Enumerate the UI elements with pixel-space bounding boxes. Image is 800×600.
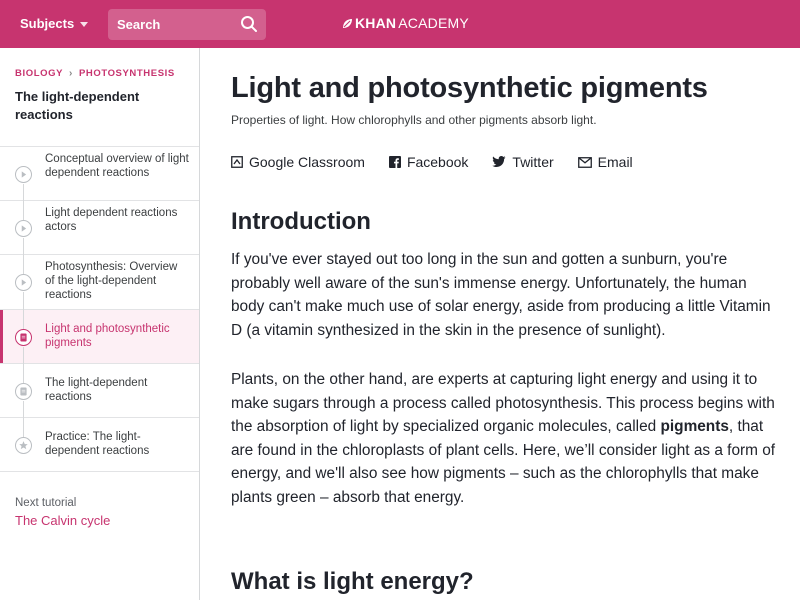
sidebar-item-label: Light dependent reactions actors bbox=[45, 207, 178, 233]
share-label: Twitter bbox=[512, 154, 554, 170]
subjects-label: Subjects bbox=[20, 16, 75, 31]
sidebar-item-photosynthesis-overview[interactable] bbox=[0, 255, 199, 310]
paragraph-text: , that are found in the chloroplasts of plant cells. Here, we’ll consider light as a form of energy, and we'll also see how pigments – such as the chlorophylls that make plants green – absorb that energy. bbox=[231, 418, 776, 506]
sidebar-item-reactions-actors[interactable] bbox=[0, 201, 199, 255]
paragraph-intro-2 bbox=[231, 368, 776, 509]
section-heading-light-energy: What is light energy? bbox=[231, 568, 474, 595]
share-facebook-button[interactable] bbox=[389, 154, 468, 170]
star-icon bbox=[15, 437, 32, 454]
paragraph-intro-1: If you've ever stayed out too long in the sun and gotten a sunburn, you're probably well aware of the sun's immense energy. Unfortunately, the human body can't make much use of solar energy, aside from producing a little Vitamin D (a vitamin synthesized in the skin in the presence of sunlight). bbox=[231, 251, 771, 339]
sidebar-item-label: Practice: The light-dependent reactions bbox=[45, 431, 150, 457]
khan-academy-logo[interactable] bbox=[342, 15, 469, 31]
next-tutorial-link[interactable]: The Calvin cycle bbox=[15, 513, 111, 528]
email-icon bbox=[578, 157, 592, 168]
google-classroom-icon bbox=[231, 156, 243, 168]
search-input[interactable] bbox=[108, 9, 238, 40]
article-icon bbox=[15, 383, 32, 400]
share-label: Facebook bbox=[406, 154, 469, 170]
paragraph-text: Plants, on the other hand, are experts at capturing light energy and using it to make sugars through a process called photosynthesis. This process begins with the absorption of light by specialized organic molecules, called bbox=[231, 371, 775, 435]
logo-text: ACADEMY bbox=[398, 15, 469, 31]
sidebar-item-light-pigments[interactable] bbox=[0, 310, 199, 364]
breadcrumb-biology[interactable]: BIOLOGY bbox=[15, 68, 64, 79]
share-twitter-button[interactable] bbox=[492, 154, 553, 170]
facebook-icon bbox=[389, 156, 401, 168]
twitter-icon bbox=[492, 156, 506, 168]
page-title: Light and photosynthetic pigments bbox=[231, 72, 708, 104]
play-icon bbox=[15, 274, 32, 291]
progress-line bbox=[23, 255, 24, 274]
sidebar-item-light-dependent-reactions[interactable] bbox=[0, 364, 199, 418]
tutorial-title: The light-dependent reactions bbox=[15, 89, 140, 122]
article-icon bbox=[15, 329, 32, 346]
logo-text-bold: KHAN bbox=[355, 15, 397, 31]
play-icon bbox=[15, 220, 32, 237]
share-email-button[interactable] bbox=[578, 154, 633, 170]
progress-line bbox=[23, 364, 24, 383]
subjects-menu-button[interactable] bbox=[20, 16, 88, 31]
search-box bbox=[108, 9, 266, 40]
share-google-classroom-button[interactable] bbox=[231, 154, 365, 170]
sidebar-item-label: The light-dependent reactions bbox=[45, 377, 148, 403]
sidebar-item-label: Conceptual overview of light dependent reactions bbox=[45, 153, 189, 179]
share-label: Email bbox=[597, 154, 633, 170]
share-bar bbox=[231, 154, 633, 170]
breadcrumb-photosynthesis[interactable]: PHOTOSYNTHESIS bbox=[78, 68, 175, 79]
play-icon bbox=[15, 166, 32, 183]
tutorial-item-list bbox=[0, 147, 199, 472]
progress-line bbox=[23, 292, 24, 310]
sidebar-item-practice[interactable] bbox=[0, 418, 199, 472]
top-navigation-bar bbox=[0, 0, 800, 48]
progress-line bbox=[23, 184, 24, 201]
breadcrumb bbox=[15, 68, 175, 79]
page-subtitle: Properties of light. How chlorophylls and other pigments absorb light. bbox=[231, 113, 597, 127]
tutorial-sidebar bbox=[0, 48, 200, 600]
sidebar-item-conceptual-overview[interactable] bbox=[0, 147, 199, 201]
progress-line bbox=[23, 310, 24, 329]
section-heading-introduction: Introduction bbox=[231, 208, 371, 235]
sidebar-item-label: Photosynthesis: Overview of the light-dependent reactions bbox=[45, 261, 178, 301]
share-label: Google Classroom bbox=[249, 154, 365, 170]
progress-line bbox=[23, 238, 24, 255]
chevron-down-icon bbox=[80, 22, 88, 27]
next-tutorial-label: Next tutorial bbox=[15, 497, 77, 509]
search-icon[interactable] bbox=[240, 15, 258, 33]
progress-line bbox=[23, 401, 24, 418]
leaf-icon bbox=[342, 18, 353, 29]
chevron-right-icon: › bbox=[69, 68, 73, 79]
progress-line bbox=[23, 418, 24, 437]
progress-line bbox=[23, 347, 24, 364]
progress-line bbox=[23, 201, 24, 220]
sidebar-item-label: Light and photosynthetic pigments bbox=[45, 323, 170, 349]
glossary-term-pigments: pigments bbox=[660, 418, 729, 435]
